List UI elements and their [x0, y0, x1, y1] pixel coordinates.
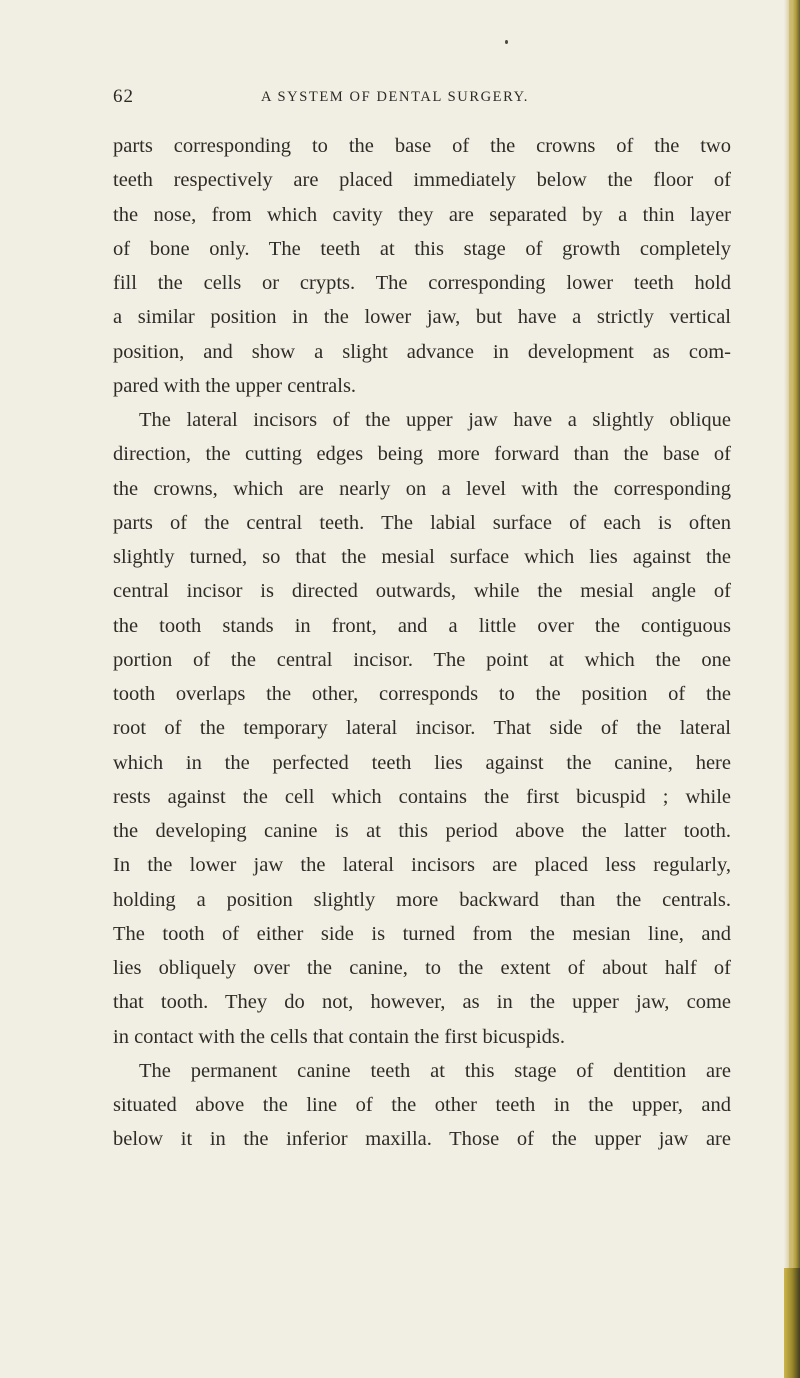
- text-line: position, and show a slight advance in development as com-: [113, 340, 731, 363]
- body-text: [113, 129, 731, 1157]
- text-line: teeth respectively are placed immediately below the floor of: [113, 169, 731, 192]
- text-line: the developing canine is at this period above the latter tooth.: [113, 820, 731, 842]
- text-line: rests against the cell which contains the first bicuspid ; while: [113, 785, 731, 808]
- ink-speck: [505, 40, 508, 44]
- text-line: holding a position slightly more backward than the centrals.: [113, 888, 731, 911]
- text-line: The tooth of either side is turned from the mesian line, and: [113, 922, 731, 945]
- text-line: below it in the inferior maxilla. Those of the upper jaw are: [113, 1128, 731, 1151]
- text-line: The lateral incisors of the upper jaw have a slightly oblique: [139, 409, 731, 431]
- text-line: The permanent canine teeth at this stage of dentition are: [139, 1059, 731, 1082]
- text-line: central incisor is directed outwards, while the mesial angle of: [113, 580, 731, 603]
- text-line: parts corresponding to the base of the crowns of the two: [113, 135, 731, 157]
- page-header: [113, 86, 713, 116]
- text-line: root of the temporary lateral incisor. That side of the lateral: [113, 717, 731, 740]
- text-line: lies obliquely over the canine, to the extent of about half of: [113, 957, 731, 979]
- text-line: that tooth. They do not, however, as in the upper jaw, come: [113, 991, 731, 1014]
- page-edge-shadow: [784, 0, 800, 1378]
- text-line: situated above the line of the other teeth in the upper, and: [113, 1094, 731, 1116]
- text-line: of bone only. The teeth at this stage of growth completely: [113, 237, 731, 260]
- text-line: which in the perfected teeth lies against the canine, here: [113, 751, 731, 774]
- text-line: tooth overlaps the other, corresponds to the position of the: [113, 683, 731, 705]
- text-line: fill the cells or crypts. The corresponding lower teeth hold: [113, 272, 731, 294]
- text-line: pared with the upper centrals.: [113, 374, 357, 397]
- text-line: the nose, from which cavity they are separated by a thin layer: [113, 203, 731, 226]
- text-line: direction, the cutting edges being more forward than the base of: [113, 443, 731, 466]
- text-line: parts of the central teeth. The labial surface of each is often: [113, 511, 731, 534]
- text-line: slightly turned, so that the mesial surface which lies against the: [113, 546, 731, 568]
- text-line: portion of the central incisor. The point at which the one: [113, 648, 731, 671]
- text-line: the tooth stands in front, and a little over the contiguous: [113, 614, 731, 637]
- text-line: In the lower jaw the lateral incisors are placed less regularly,: [113, 854, 731, 877]
- text-line: a similar position in the lower jaw, but have a strictly vertical: [113, 306, 731, 329]
- page-number: 62: [113, 86, 134, 107]
- running-title: A SYSTEM OF DENTAL SURGERY.: [261, 89, 530, 105]
- text-line: the crowns, which are nearly on a level with the corresponding: [113, 477, 731, 500]
- text-line: in contact with the cells that contain the first bicuspids.: [113, 1025, 566, 1048]
